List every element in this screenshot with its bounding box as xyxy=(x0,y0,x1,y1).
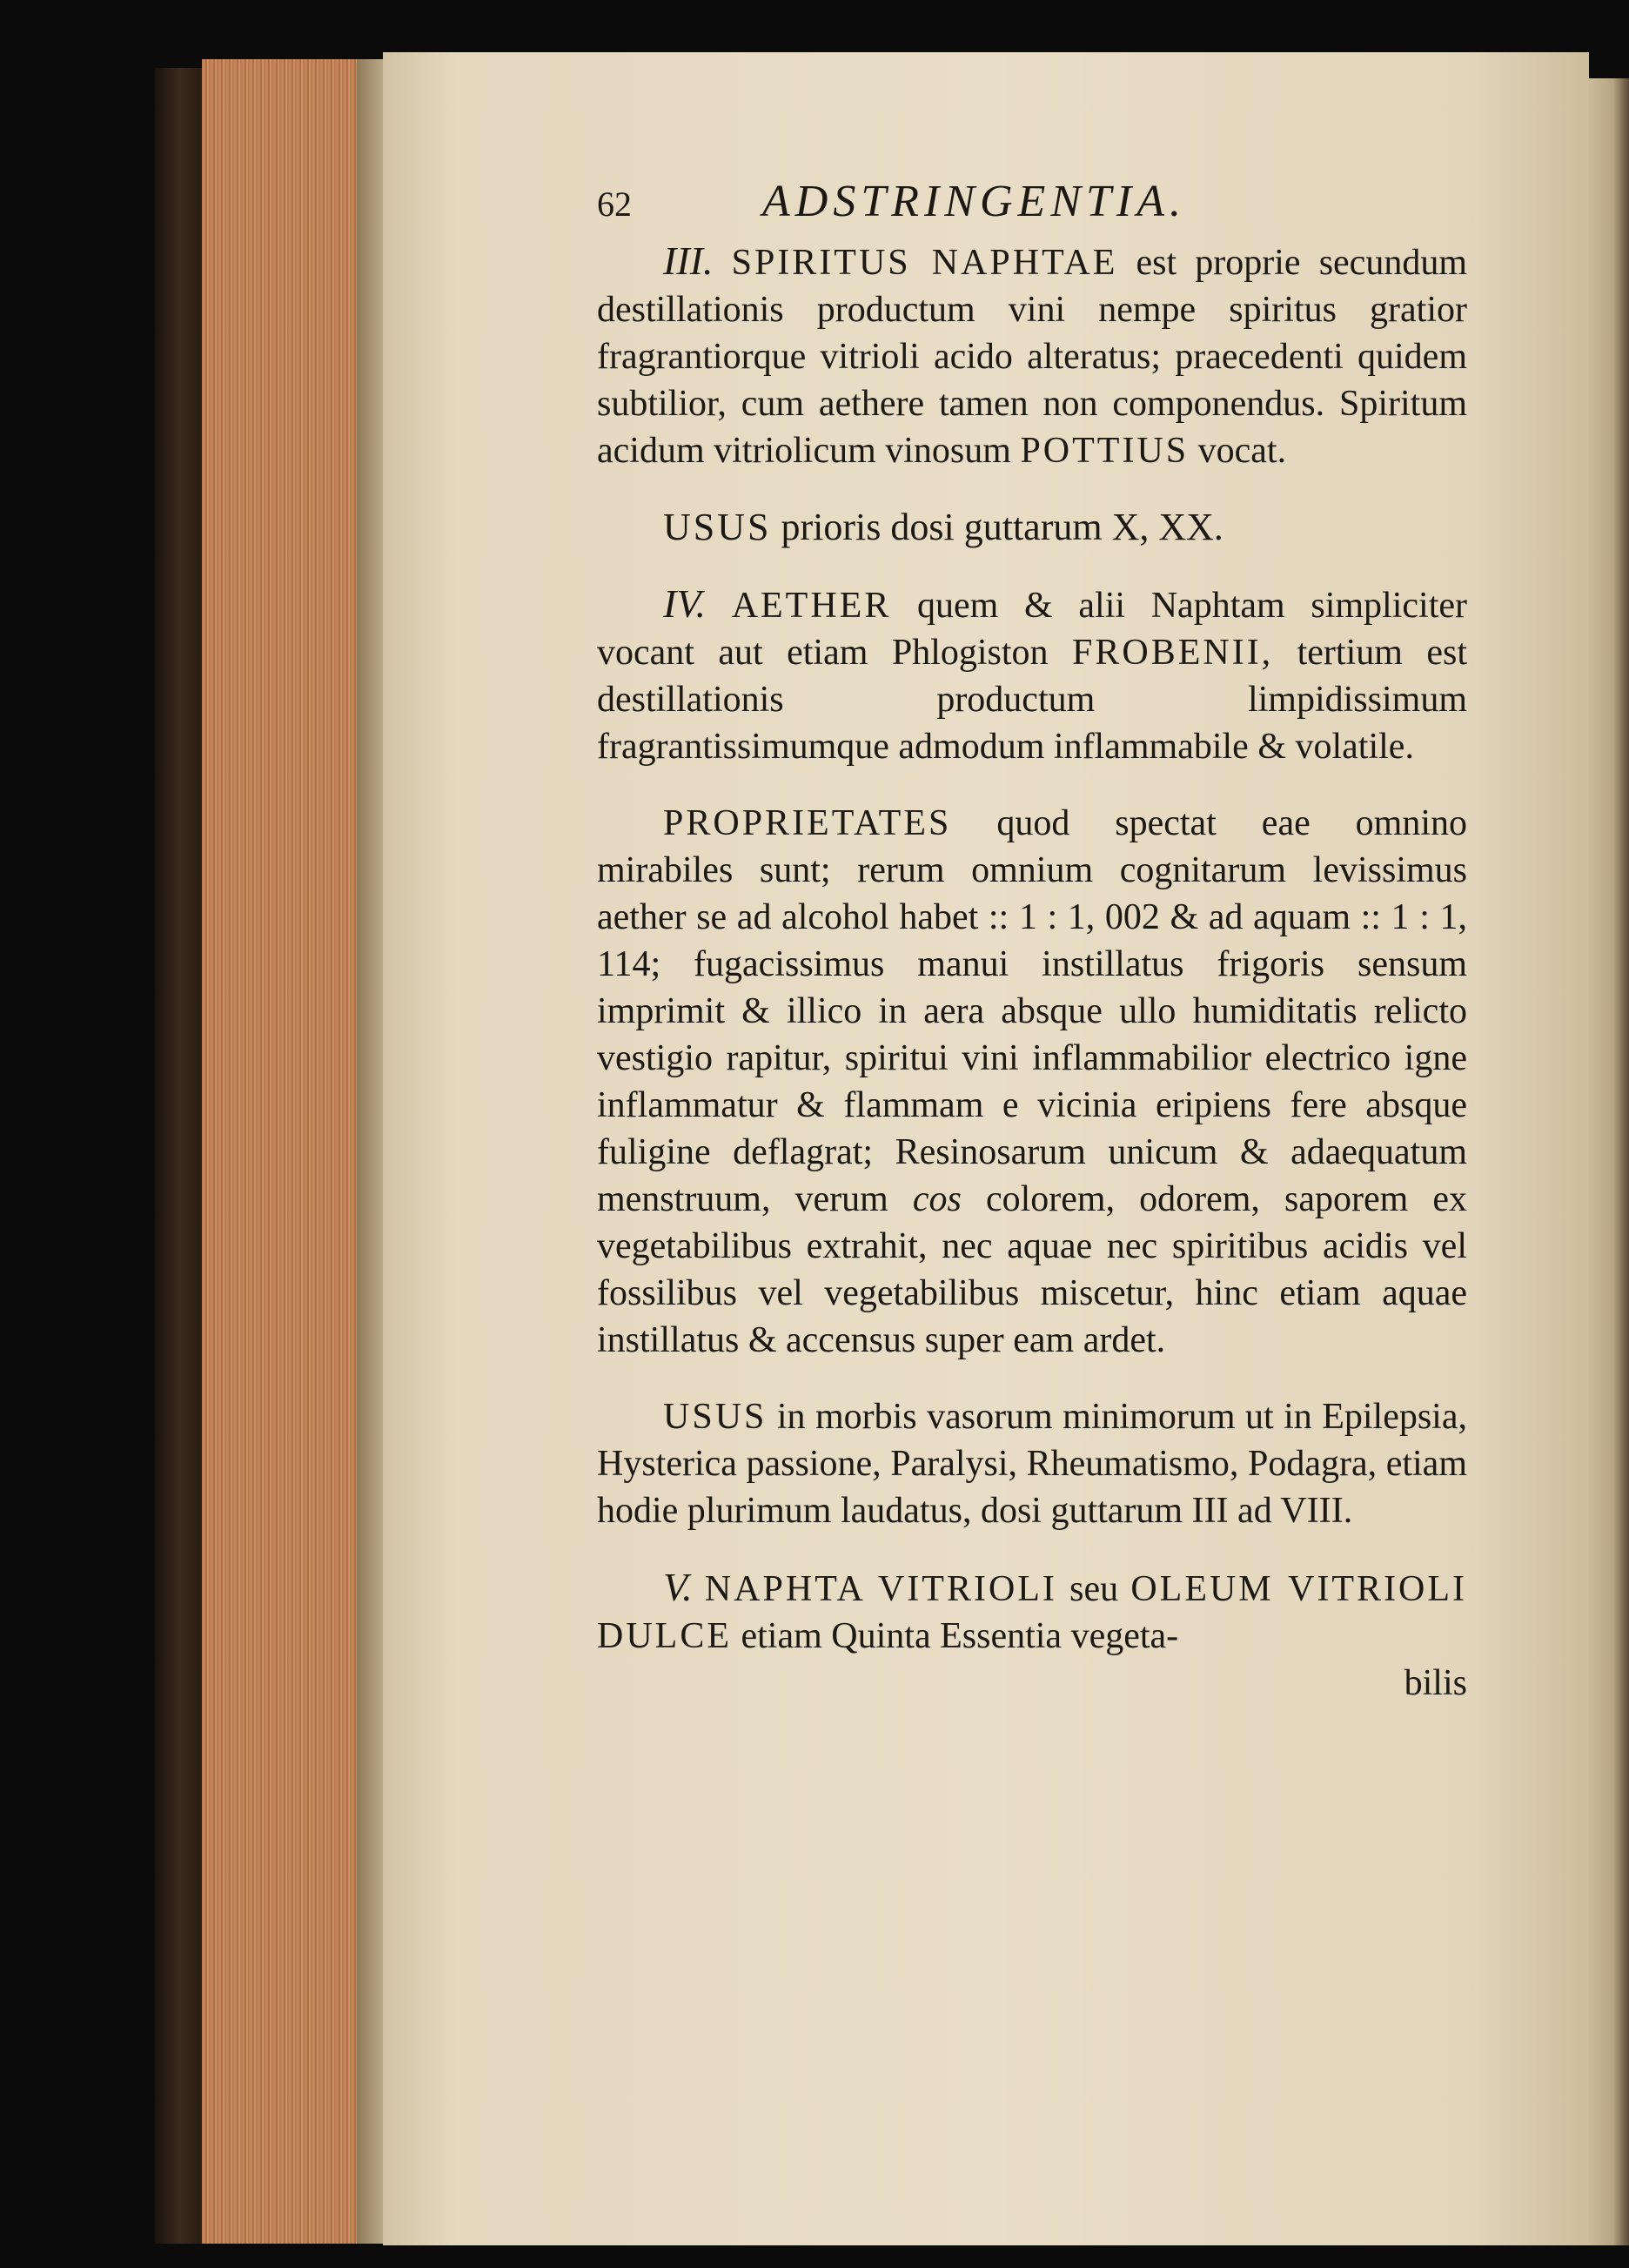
running-head-title: ADSTRINGENTIA. xyxy=(762,177,1186,226)
facing-page-edge xyxy=(1589,78,1629,2245)
running-head xyxy=(597,178,1467,231)
page-block-edges xyxy=(202,59,365,2244)
page-number: 62 xyxy=(597,185,632,224)
section-4-end: tertium est destillationis productum limpidissimum fragrantissimumque admodum inflammabile & volatile. xyxy=(597,633,1468,767)
section-5-numeral: V. xyxy=(663,1565,693,1609)
section-5-lead2: OLEUM VITRIOLI DULCE xyxy=(597,1569,1468,1656)
section-4-numeral: IV. xyxy=(663,581,706,626)
section-4-author: FROBENII, xyxy=(1072,633,1274,673)
page-content xyxy=(597,178,1467,1707)
section-5-paragraph xyxy=(597,1564,1467,1660)
catchword: bilis xyxy=(1404,1663,1467,1703)
section-3-numeral: III. xyxy=(663,238,714,283)
proprietates-paragraph xyxy=(597,800,1467,1364)
proprietates-lead: PROPRIETATES xyxy=(663,803,952,843)
usus-2-paragraph xyxy=(597,1393,1467,1534)
section-5-mid: seu xyxy=(1069,1569,1119,1609)
section-3-end: vocat. xyxy=(1197,431,1287,471)
section-3-paragraph xyxy=(597,238,1467,474)
usus-1-paragraph xyxy=(597,504,1467,551)
proprietates-italic: cos xyxy=(912,1179,962,1219)
usus-1-lead: USUS xyxy=(663,506,772,548)
usus-1-text: prioris dosi guttarum X, XX. xyxy=(781,506,1223,548)
usus-2-text: in morbis vasorum minimorum ut in Epilepsia, Hysterica passione, Paralysi, Rheumatismo, Podagra, etiam hodie plurimum laudatus, dosi guttarum III ad VIII. xyxy=(597,1397,1467,1531)
usus-2-lead: USUS xyxy=(663,1397,768,1437)
section-3-lead: SPIRITUS NAPHTAE xyxy=(731,243,1118,283)
proprietates-text: quod spectat eae omnino mirabiles sunt; rerum omnium cognitarum levissimus aether se ad alcohol habet :: 1 : 1, 002 & ad aquam :: 1 : 1, 114; fugacissimus manui instillatus frigoris sensum imprimit & illico in aera absque ullo humiditatis relicto vestigio rapitur, spiritui vini inflammabilior electrico igne inflammatur & flammam e vicinia eripiens fere absque fuligine deflagrat; Resinosarum unicum & adaequatum menstruum, verum xyxy=(597,803,1468,1219)
section-5-lead: NAPHTA VITRIOLI xyxy=(704,1569,1057,1609)
section-3-author: POTTIUS xyxy=(1020,431,1190,471)
proprietates-end: colorem, odorem, saporem ex vegetabilibus extrahit, nec aquae nec spiritibus acidis vel fossilibus vel vegetabilibus miscetur, hinc etiam aquae instillatus & accensus super eam ardet. xyxy=(597,1179,1467,1360)
section-4-paragraph xyxy=(597,580,1467,770)
section-4-text: quem & alii Naphtam simpliciter vocant aut etiam Phlogiston xyxy=(597,586,1467,673)
section-3-text: est proprie secundum destillationis productum vini nempe spiritus gratior fragrantiorque vitrioli acido alteratus; praecedenti quidem subtilior, cum aethere tamen non componendus. Spiritum acidum vitriolicum vinosum xyxy=(597,243,1467,471)
section-4-lead: AETHER xyxy=(731,586,892,626)
section-5-text: etiam Quinta Essentia vegeta- xyxy=(741,1616,1179,1656)
